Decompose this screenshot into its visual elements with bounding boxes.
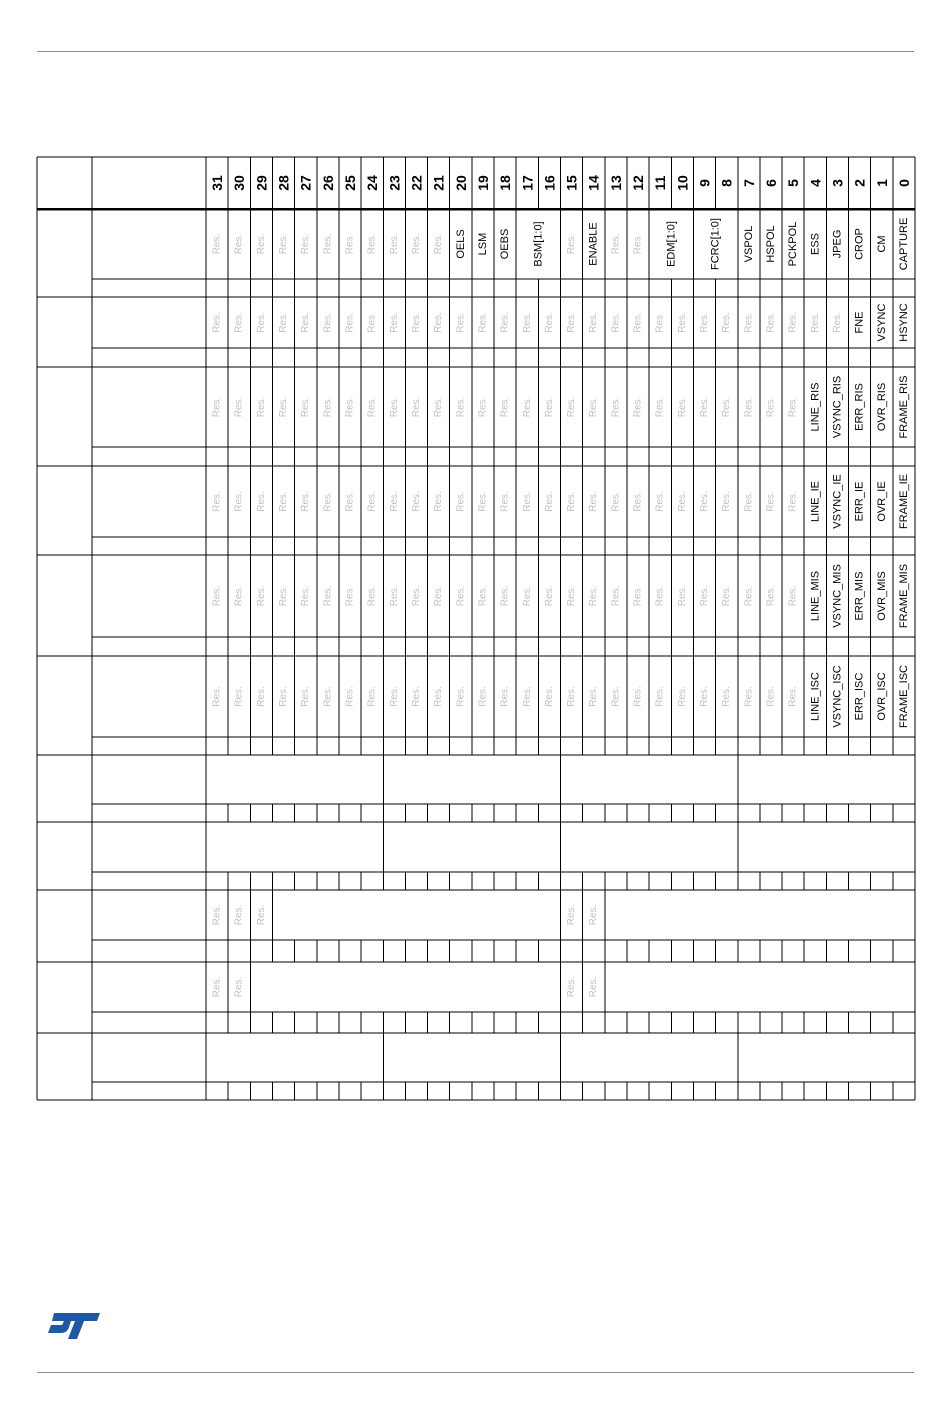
reserved-field-label: Res. (410, 686, 422, 707)
reserved-field-label: Res. (233, 396, 245, 418)
reserved-field-label: Res. (499, 491, 511, 512)
reserved-field-label: Res. (566, 585, 578, 607)
reserved-field-label: Res. (831, 312, 843, 333)
reserved-field-label: Res. (388, 585, 400, 607)
reserved-field-label: Res. (610, 491, 622, 512)
bit-number-label: 8 (718, 179, 735, 187)
reserved-field-label: Res. (809, 312, 821, 333)
reserved-field-label: Res. (255, 233, 267, 255)
bit-number-label: 10 (674, 175, 691, 191)
reserved-field-label: Res. (300, 585, 312, 607)
reserved-field-label: Res. (499, 686, 511, 707)
field-label: OVR_MIS (875, 571, 888, 621)
reserved-field-label: Res. (610, 233, 622, 255)
bit-number-label: 23 (386, 175, 403, 191)
reserved-field-label: Res. (300, 233, 312, 255)
reserved-field-label: Res. (366, 585, 378, 607)
reserved-field-label: Res. (743, 491, 755, 512)
reserved-field-label: Res. (322, 312, 334, 333)
reserved-field-label: Res. (632, 686, 644, 707)
reserved-field-label: Res. (211, 491, 223, 512)
field-label: OVR_ISC (875, 672, 888, 721)
field-label: FRAME_IE (897, 473, 910, 530)
reserved-field-label: Res. (765, 491, 777, 512)
reserved-field-label: Res. (566, 312, 578, 333)
reserved-field-label: Res. (566, 396, 578, 418)
reserved-field-label: Res. (566, 233, 578, 255)
field-label: BSM[1:0] (532, 221, 545, 267)
field-label: ERR_ISC (853, 672, 866, 721)
bit-number-label: 6 (762, 179, 779, 187)
reserved-field-label: Res. (233, 233, 245, 255)
bit-number-label: 29 (253, 175, 270, 191)
bit-number-label: 4 (807, 179, 824, 187)
reserved-field-label: Res. (588, 976, 600, 998)
field-label: OEBS (499, 228, 512, 260)
reserved-field-label: Res. (433, 233, 445, 255)
reserved-field-label: Res. (566, 686, 578, 707)
field-label: VSPOL (742, 225, 755, 263)
reserved-field-label: Res. (676, 491, 688, 512)
reserved-field-label: Res. (699, 491, 711, 512)
reserved-field-label: Res. (211, 312, 223, 333)
reserved-field-label: Res. (721, 585, 733, 607)
reserved-field-label: Res. (743, 686, 755, 707)
bit-number-label: 30 (231, 175, 248, 191)
reserved-field-label: Res. (676, 312, 688, 333)
reserved-field-label: Res. (233, 976, 245, 998)
reserved-field-label: Res. (610, 396, 622, 418)
reserved-field-label: Res. (543, 396, 555, 418)
reserved-field-label: Res. (499, 585, 511, 607)
reserved-field-label: Res. (566, 904, 578, 926)
reserved-field-label: Res. (699, 312, 711, 333)
reserved-field-label: Res. (765, 396, 777, 418)
reserved-field-label: Res. (765, 585, 777, 607)
bit-number-label: 0 (895, 179, 912, 187)
bit-number-label: 25 (342, 175, 359, 191)
reserved-field-label: Res. (699, 585, 711, 607)
reserved-field-label: Res. (344, 686, 356, 707)
reserved-field-label: Res. (477, 491, 489, 512)
reserved-field-label: Res. (211, 396, 223, 418)
reserved-field-label: Res. (477, 585, 489, 607)
reserved-field-label: Res. (455, 585, 467, 607)
reserved-field-label: Res. (211, 233, 223, 255)
bit-number-label: 7 (740, 179, 757, 187)
field-label: PCKPOL (787, 221, 800, 267)
reserved-field-label: Res. (344, 312, 356, 333)
bit-number-label: 16 (541, 175, 558, 191)
reserved-field-label: Res. (344, 396, 356, 418)
reserved-field-label: Res. (255, 686, 267, 707)
reserved-field-label: Res. (632, 312, 644, 333)
reserved-field-label: Res. (278, 396, 290, 418)
reserved-field-label: Res. (543, 585, 555, 607)
reserved-field-label: Res. (743, 396, 755, 418)
reserved-field-label: Res. (322, 686, 334, 707)
reserved-field-label: Res. (255, 312, 267, 333)
reserved-field-label: Res. (366, 491, 378, 512)
reserved-field-label: Res. (344, 491, 356, 512)
reserved-field-label: Res. (278, 491, 290, 512)
reserved-field-label: Res. (300, 491, 312, 512)
field-label: LINE_RIS (809, 382, 822, 432)
field-label: LINE_IE (809, 481, 822, 522)
field-label: CROP (853, 228, 866, 260)
reserved-field-label: Res. (699, 396, 711, 418)
reserved-field-label: Res. (787, 312, 799, 333)
reserved-field-label: Res. (344, 233, 356, 255)
field-label: VSYNC_IE (831, 474, 844, 529)
reserved-field-label: Res. (433, 686, 445, 707)
reserved-field-label: Res. (632, 396, 644, 418)
reserved-field-label: Res. (278, 686, 290, 707)
reserved-field-label: Res. (632, 233, 644, 255)
reserved-field-label: Res. (654, 312, 666, 333)
reserved-field-label: Res. (588, 686, 600, 707)
reserved-field-label: Res. (654, 491, 666, 512)
reserved-field-label: Res. (388, 491, 400, 512)
reserved-field-label: Res. (610, 585, 622, 607)
reserved-field-label: Res. (410, 233, 422, 255)
reserved-field-label: Res. (654, 585, 666, 607)
reserved-field-label: Res. (322, 396, 334, 418)
reserved-field-label: Res. (300, 312, 312, 333)
reserved-field-label: Res. (566, 976, 578, 998)
field-label: FRAME_MIS (897, 563, 910, 629)
reserved-field-label: Res. (344, 585, 356, 607)
bit-number-label: 28 (275, 175, 292, 191)
field-label: OVR_RIS (875, 382, 888, 432)
bit-number-label: 27 (297, 175, 314, 191)
bit-number-label: 21 (430, 175, 447, 191)
reserved-field-label: Res. (255, 491, 267, 512)
reserved-field-label: Res. (388, 312, 400, 333)
reserved-field-label: Res. (366, 396, 378, 418)
reserved-field-label: Res. (433, 585, 445, 607)
reserved-field-label: Res. (388, 396, 400, 418)
field-label: VSYNC_RIS (831, 375, 844, 439)
reserved-field-label: Res. (543, 686, 555, 707)
reserved-field-label: Res. (721, 491, 733, 512)
reserved-field-label: Res. (632, 491, 644, 512)
field-label: FNE (853, 311, 866, 334)
reserved-field-label: Res. (521, 686, 533, 707)
reserved-field-label: Res. (433, 312, 445, 333)
reserved-field-label: Res. (477, 396, 489, 418)
reserved-field-label: Res. (588, 312, 600, 333)
field-label: FCRC[1:0] (709, 218, 722, 270)
reserved-field-label: Res. (322, 491, 334, 512)
reserved-field-label: Res. (588, 491, 600, 512)
st-logo (44, 1311, 102, 1341)
reserved-field-label: Res. (588, 585, 600, 607)
reserved-field-label: Res. (477, 312, 489, 333)
reserved-field-label: Res. (676, 396, 688, 418)
field-label: HSPOL (764, 225, 777, 263)
reserved-field-label: Res. (410, 396, 422, 418)
field-label: CM (875, 235, 888, 253)
reserved-field-label: Res. (521, 312, 533, 333)
reserved-field-label: Res. (566, 491, 578, 512)
reserved-field-label: Res. (455, 491, 467, 512)
reserved-field-label: Res. (300, 396, 312, 418)
reserved-field-label: Res. (787, 585, 799, 607)
field-label: VSYNC (875, 303, 888, 342)
reserved-field-label: Res. (477, 686, 489, 707)
reserved-field-label: Res. (255, 396, 267, 418)
bit-number-label: 9 (696, 179, 713, 187)
field-label: LINE_MIS (809, 570, 822, 622)
bit-number-label: 3 (829, 179, 846, 187)
field-label: LSM (476, 232, 489, 256)
field-label: ERR_MIS (853, 571, 866, 621)
reserved-field-label: Res. (543, 312, 555, 333)
reserved-field-label: Res. (410, 585, 422, 607)
field-label: HSYNC (897, 303, 910, 342)
bit-number-label: 24 (364, 175, 381, 191)
reserved-field-label: Res. (699, 686, 711, 707)
reserved-field-label: Res. (743, 585, 755, 607)
reserved-field-label: Res. (588, 396, 600, 418)
bit-number-label: 12 (630, 175, 647, 191)
field-label: VSYNC_MIS (831, 564, 844, 628)
reserved-field-label: Res. (278, 312, 290, 333)
reserved-field-label: Res. (610, 312, 622, 333)
field-label: ENABLE (587, 222, 600, 266)
reserved-field-label: Res. (233, 585, 245, 607)
reserved-field-label: Res. (410, 491, 422, 512)
reserved-field-label: Res. (721, 686, 733, 707)
reserved-field-label: Res. (721, 396, 733, 418)
field-label: FRAME_ISC (897, 665, 910, 728)
reserved-field-label: Res. (676, 585, 688, 607)
field-label: OELS (454, 229, 467, 259)
reserved-field-label: Res. (765, 686, 777, 707)
reserved-field-label: Res. (211, 686, 223, 707)
field-label: LINE_ISC (809, 672, 822, 721)
field-label: ESS (809, 232, 822, 256)
reserved-field-label: Res. (721, 312, 733, 333)
bit-number-label: 1 (873, 179, 890, 187)
reserved-field-label: Res. (676, 686, 688, 707)
reserved-field-label: Res. (300, 686, 312, 707)
reserved-field-label: Res. (521, 585, 533, 607)
field-label: VSYNC_ISC (831, 665, 844, 728)
reserved-field-label: Res. (455, 396, 467, 418)
reserved-field-label: Res. (433, 396, 445, 418)
bit-number-label: 18 (497, 175, 514, 191)
reserved-field-label: Res. (455, 686, 467, 707)
reserved-field-label: Res. (743, 312, 755, 333)
reserved-field-label: Res. (211, 976, 223, 998)
field-label: JPEG (831, 229, 844, 259)
field-label: CAPTURE (897, 217, 910, 271)
reserved-field-label: Res. (521, 396, 533, 418)
reserved-field-label: Res. (765, 312, 777, 333)
bit-number-label: 2 (851, 179, 868, 187)
bit-number-label: 22 (408, 175, 425, 191)
footer-rule (37, 1372, 914, 1373)
reserved-field-label: Res. (588, 904, 600, 926)
reserved-field-label: Res. (787, 491, 799, 512)
bit-number-label: 13 (607, 175, 624, 191)
reserved-field-label: Res. (499, 396, 511, 418)
field-label: OVR_IE (875, 481, 888, 522)
reserved-field-label: Res. (322, 585, 334, 607)
reserved-field-label: Res. (787, 396, 799, 418)
bit-number-label: 19 (474, 175, 491, 191)
reserved-field-label: Res. (455, 312, 467, 333)
reserved-field-label: Res. (233, 686, 245, 707)
st-logo-mark (48, 1313, 100, 1339)
bit-number-label: 31 (209, 175, 226, 191)
reserved-field-label: Res. (632, 585, 644, 607)
reserved-field-label: Res. (322, 233, 334, 255)
reserved-field-label: Res. (388, 233, 400, 255)
reserved-field-label: Res. (278, 585, 290, 607)
field-label: ERR_IE (853, 481, 866, 522)
reserved-field-label: Res. (366, 233, 378, 255)
bit-number-label: 11 (652, 175, 669, 191)
reserved-field-label: Res. (654, 686, 666, 707)
reserved-field-label: Res. (211, 585, 223, 607)
bit-number-label: 14 (585, 175, 602, 191)
field-label: ERR_RIS (853, 383, 866, 431)
reserved-field-label: Res. (410, 312, 422, 333)
bit-number-label: 15 (563, 175, 580, 191)
reserved-field-label: Res. (787, 686, 799, 707)
bit-number-label: 17 (519, 175, 536, 191)
reserved-field-label: Res. (366, 312, 378, 333)
reserved-field-label: Res. (255, 585, 267, 607)
reserved-field-label: Res. (521, 491, 533, 512)
reserved-field-label: Res. (366, 686, 378, 707)
reserved-field-label: Res. (278, 233, 290, 255)
reserved-field-label: Res. (233, 491, 245, 512)
reserved-field-label: Res. (543, 491, 555, 512)
reserved-field-label: Res. (654, 396, 666, 418)
field-label: EDM[1:0] (665, 221, 678, 267)
reserved-field-label: Res. (433, 491, 445, 512)
reserved-field-label: Res. (610, 686, 622, 707)
field-label: FRAME_RIS (897, 375, 910, 439)
reserved-field-label: Res. (233, 312, 245, 333)
reserved-field-label: Res. (499, 312, 511, 333)
bit-number-label: 26 (319, 175, 336, 191)
reserved-field-label: Res. (211, 904, 223, 926)
reserved-field-label: Res. (255, 904, 267, 926)
bit-number-label: 20 (452, 175, 469, 191)
reserved-field-label: Res. (388, 686, 400, 707)
reserved-field-label: Res. (233, 904, 245, 926)
bit-number-label: 5 (785, 179, 802, 187)
